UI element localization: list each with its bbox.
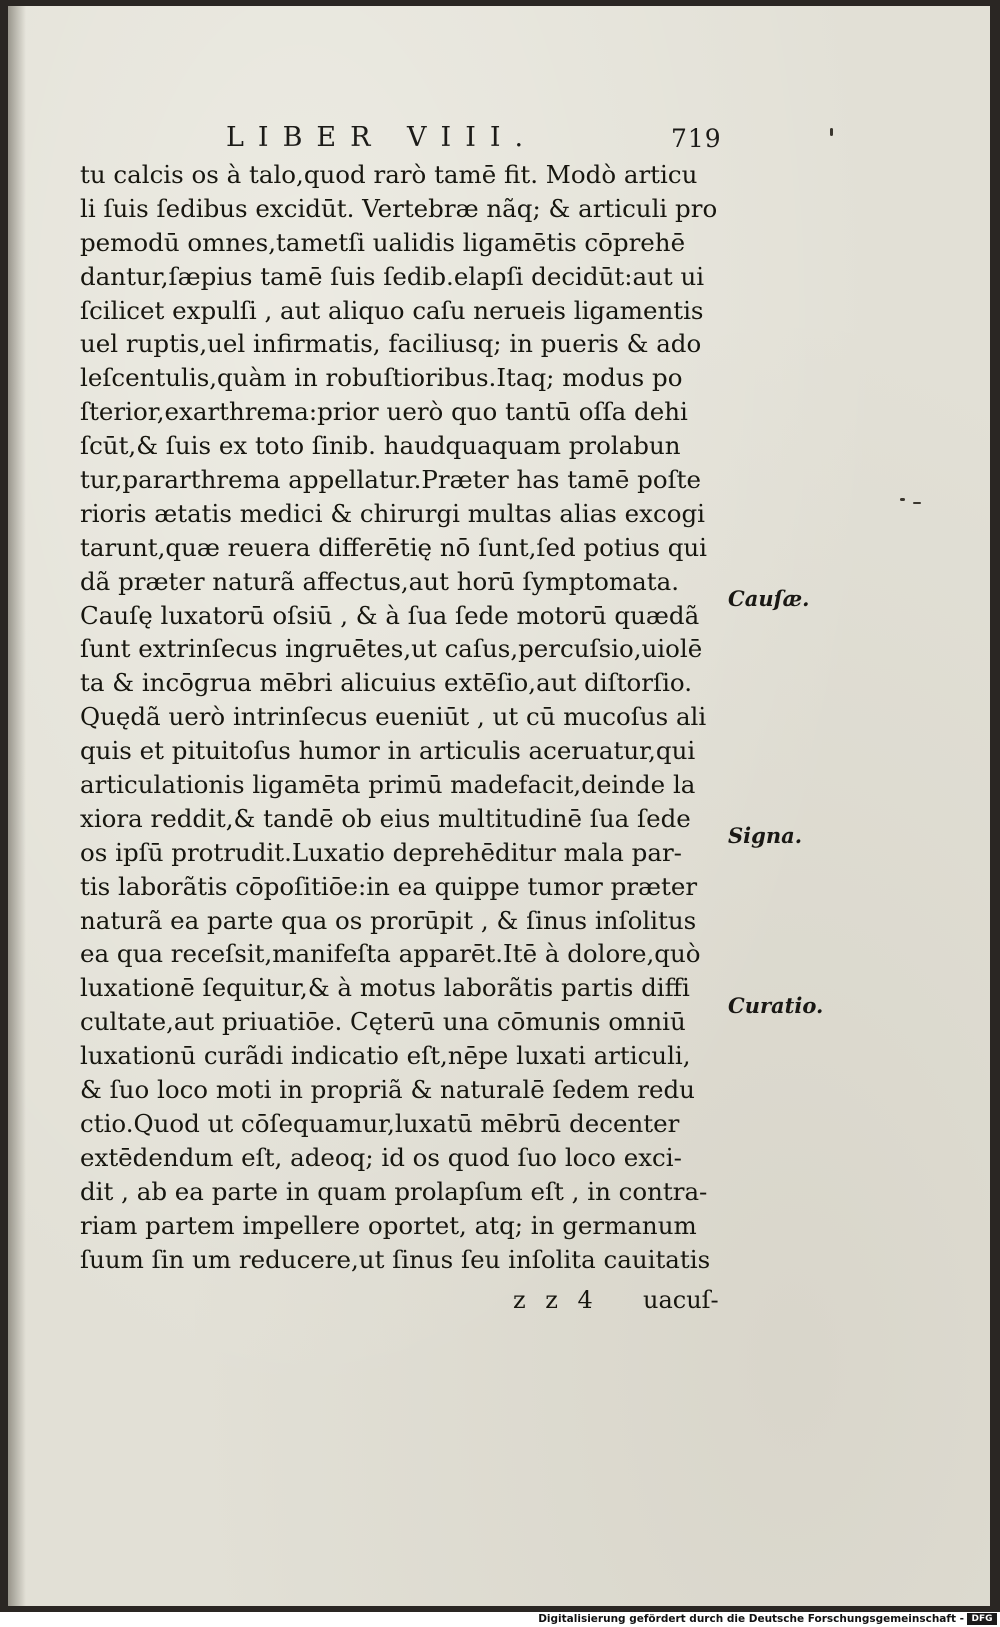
text-line: uel ruptis,uel infirmatis, faciliusq; in pueris & ado — [80, 329, 702, 359]
catchword: uacuſ- — [643, 1286, 719, 1314]
text-line: articulationis ligamēta primū madefacit,deinde la — [80, 770, 696, 800]
margin-note-signa: Signa. — [728, 823, 803, 848]
text-line: pemodū omnes,tametſi ualidis ligamētis cōprehē — [80, 227, 686, 257]
text-line: Cauſę luxatorū oſsiū , & à ſua ſede motorū quædã — [80, 600, 700, 630]
text-line: xiora reddit,& tandē ob eius multitudinē ſua ſede — [80, 803, 691, 833]
page-header — [8, 122, 990, 162]
text-line: tu calcis os à talo,quod rarò tamē fit. Modò articu — [80, 160, 698, 189]
text-line: dit , ab ea parte in quam prolapſum eſt , in contra- — [80, 1176, 708, 1206]
page-footer — [8, 1286, 990, 1322]
ink-speck — [913, 502, 921, 504]
body-text — [80, 158, 720, 1276]
book-page — [8, 6, 990, 1606]
text-line: naturã ea parte qua os prorūpit , & ſinus inſolitus — [80, 905, 697, 935]
text-line: ſterior,exarthrema:prior uerò quo tantū oſſa dehi — [80, 397, 688, 427]
text-line: tarunt,quæ reuera differētię nō ſunt,ſed potius qui — [80, 532, 707, 562]
text-line: ſcūt,& ſuis ex toto ſinib. haudquaquam prolabun — [80, 431, 681, 461]
text-line: li ſuis ſedibus excidūt. Vertebræ nãq; & articuli pro — [80, 193, 718, 223]
text-line: ta & incōgrua mēbri alicuius extēſio,aut diſtorſio. — [80, 668, 693, 698]
credit-text: Digitalisierung gefördert durch die Deutsche Forschungsgemeinschaft - — [538, 1613, 964, 1625]
margin-note-curatio: Curatio. — [728, 993, 824, 1018]
ink-speck — [830, 128, 833, 136]
text-line: dantur,ſæpius tamē ſuis ſedib.elapſi decidūt:aut ui — [80, 261, 705, 291]
text-line: leſcentulis,quàm in robuſtioribus.Itaq; modus po — [80, 363, 683, 393]
margin-note-causae: Cauſæ. — [728, 586, 810, 611]
page-number: 719 — [671, 124, 722, 153]
text-line: ſunt extrinſecus ingruētes,ut caſus,percuſsio,uiolē — [80, 634, 703, 664]
text-line: luxationē ſequitur,& à motus laborãtis partis diffi — [80, 973, 690, 1003]
text-line: extēdendum eſt, adeoq; id os quod ſuo loco exci- — [80, 1142, 682, 1172]
page-gutter-shadow — [8, 6, 26, 1606]
text-line: tur,pararthrema appellatur.Præter has tamē poſte — [80, 465, 702, 495]
running-head: LIBER VIII. — [226, 122, 538, 153]
signature-mark: z z 4 — [513, 1286, 599, 1314]
text-line: dã præter naturã affectus,aut horū ſymptomata. — [80, 566, 680, 596]
text-line: ſcilicet expulſi , aut aliquo caſu nerueis ligamentis — [80, 295, 704, 325]
text-line: Quędã uerò intrinſecus eueniūt , ut cū mucoſus ali — [80, 702, 707, 732]
text-line: tis laborãtis cōpoſitiōe:in ea quippe tumor præter — [80, 871, 698, 901]
text-line: cultate,aut priuatiōe. Cęterū una cōmunis omniū — [80, 1007, 686, 1037]
text-line: quis et pituitoſus humor in articulis aceruatur,qui — [80, 736, 696, 766]
text-line: & ſuo loco moti in propriã & naturalē ſedem redu — [80, 1075, 695, 1105]
text-line: ſuum ſin um reducere,ut ſinus ſeu inſolita cauitatis — [80, 1244, 711, 1274]
text-line: os ipſū protrudit.Luxatio deprehēditur mala par- — [80, 837, 682, 867]
text-line: riam partem impellere oportet, atq; in germanum — [80, 1210, 697, 1240]
text-line: ea qua receſsit,manifeſta apparēt.Itē à dolore,quò — [80, 939, 701, 969]
text-line: ctio.Quod ut cōſequamur,luxatū mēbrū decenter — [80, 1108, 680, 1138]
dfg-logo: DFG — [967, 1613, 997, 1625]
ink-speck — [900, 498, 905, 501]
digitization-credit-bar — [0, 1612, 1000, 1627]
text-line: rioris ætatis medici & chirurgi multas alias excogi — [80, 498, 705, 528]
text-line: luxationū curãdi indicatio eſt,nēpe luxati articuli, — [80, 1041, 691, 1071]
